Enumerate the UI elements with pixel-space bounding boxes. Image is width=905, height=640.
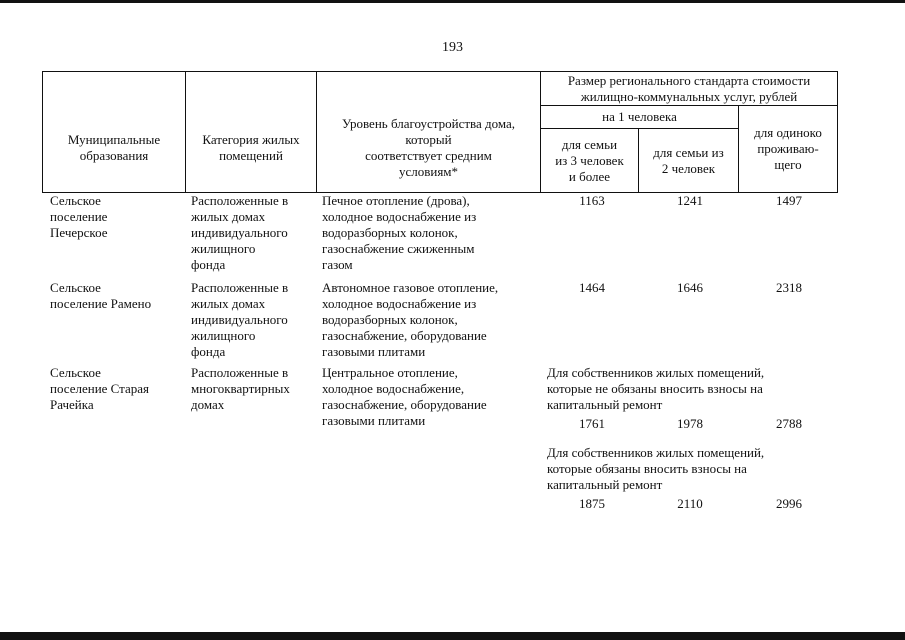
note-no-capital-repair: Для собственников жилых помещений, которые не обязаны вносить взносы на капитальный ремонт [547,365,765,412]
header-municipality: Муниципальные образования [67,132,161,163]
value-family-2: 1978 [677,416,703,431]
row-category: Расположенные в жилых домах индивидуального жилищного фонда [191,280,289,359]
value-single: 2996 [776,496,802,511]
value-family-2: 1241 [677,193,703,208]
row-level: Центральное отопление, холодное водоснабжение, газоснабжение, оборудование газовыми плитами [322,365,487,428]
value-family-2: 1646 [677,280,703,295]
header-border-right [837,71,838,193]
value-family-3: 1875 [579,496,605,511]
value-single: 1497 [776,193,802,208]
value-family-3: 1163 [579,193,605,208]
value-family-3: 1464 [579,280,605,295]
value-single: 2788 [776,416,802,431]
header-category: Категория жилых помещений [202,132,300,163]
value-single: 2318 [776,280,802,295]
table-header [42,71,838,193]
page-number: 193 [442,40,463,55]
header-single: для одиноко проживаю- щего [754,125,822,172]
scan-top-border [0,0,905,3]
header-level: Уровень благоустройства дома, который соответствует средним условиям* [341,116,516,179]
value-family-2: 2110 [677,496,703,511]
row-category: Расположенные в жилых домах индивидуального жилищного фонда [191,193,289,272]
header-per-person: на 1 человека [602,109,677,124]
value-family-3: 1761 [579,416,605,431]
header-family-3: для семьи из 3 человек и более [555,136,624,184]
header-standard-size: Размер регионального стандарта стоимости жилищно-коммунальных услуг, рублей [567,72,811,104]
row-level: Печное отопление (дрова), холодное водоснабжение из водоразборных колонок, газоснабжение сжиженным газом [322,193,477,272]
row-category: Расположенные в многоквартирных домах [191,365,290,412]
row-municipality: Сельское поселение Старая Рачейка [50,365,150,412]
row-level: Автономное газовое отопление, холодное водоснабжение из водоразборных колонок, газоснабжение, оборудование газовыми плитами [322,280,499,359]
row-municipality: Сельское поселение Печерское [50,193,108,240]
scan-bottom-border [0,632,905,640]
note-capital-repair: Для собственников жилых помещений, которые обязаны вносить взносы на капитальный ремонт [547,445,765,492]
row-municipality: Сельское поселение Рамено [50,280,152,311]
header-family-2: для семьи из 2 человек [653,144,724,176]
